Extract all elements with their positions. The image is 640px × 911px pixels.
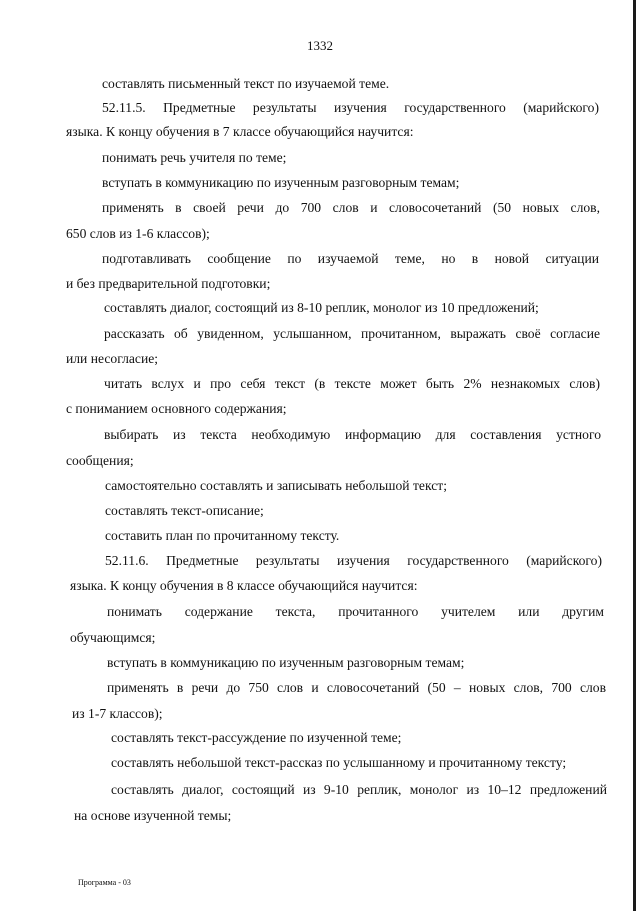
footer-label: Программа - 03	[78, 878, 131, 887]
text-line: с пониманием основного содержания;	[66, 401, 287, 416]
text-line: составлять текст-описание;	[105, 503, 264, 518]
text-line: подготавливать сообщение по изучаемой теме, но в новой ситуации	[102, 251, 599, 266]
text-line: понимать речь учителя по теме;	[102, 150, 287, 165]
text-line: на основе изученной темы;	[74, 808, 232, 823]
text-line: применять в речи до 750 слов и словосочетаний (50 – новых слов, 700 слов	[107, 680, 606, 695]
text-line: понимать содержание текста, прочитанного учителем или другим	[107, 604, 604, 619]
text-line: языка. К концу обучения в 8 классе обучающийся научится:	[70, 578, 418, 593]
text-line: вступать в коммуникацию по изученным разговорным темам;	[102, 175, 460, 190]
text-line: выбирать из текста необходимую информацию для составления устного	[104, 427, 601, 442]
text-line: составлять текст-рассуждение по изученной теме;	[111, 730, 402, 745]
text-line: составить план по прочитанному тексту.	[105, 528, 340, 543]
text-line: читать вслух и про себя текст (в тексте может быть 2% незнакомых слов)	[104, 376, 600, 391]
text-line: языка. К концу обучения в 7 классе обучающийся научится:	[66, 124, 414, 139]
text-line: из 1-7 классов);	[72, 706, 163, 721]
text-line: составлять диалог, состоящий из 9-10 реплик, монолог из 10–12 предложений	[111, 782, 607, 797]
text-line: 650 слов из 1-6 классов);	[66, 226, 210, 241]
text-line: составлять диалог, состоящий из 8-10 реплик, монолог из 10 предложений;	[104, 300, 539, 315]
text-line: 52.11.5. Предметные результаты изучения государственного (марийского)	[102, 100, 599, 115]
text-line: или несогласие;	[66, 351, 159, 366]
text-line: составлять небольшой текст-рассказ по услышанному и прочитанному тексту;	[111, 755, 567, 770]
text-line: и без предварительной подготовки;	[66, 276, 271, 291]
text-line: применять в своей речи до 700 слов и словосочетаний (50 новых слов,	[102, 200, 600, 215]
text-line: рассказать об увиденном, услышанном, прочитанном, выражать своё согласие	[104, 326, 600, 341]
text-line: составлять письменный текст по изучаемой теме.	[102, 76, 390, 91]
text-line: вступать в коммуникацию по изученным разговорным темам;	[107, 655, 465, 670]
text-line: обучающимся;	[70, 630, 156, 645]
text-line: сообщения;	[66, 453, 134, 468]
page-number: 1332	[307, 38, 333, 53]
text-line: 52.11.6. Предметные результаты изучения государственного (марийского)	[105, 553, 602, 568]
text-line: самостоятельно составлять и записывать небольшой текст;	[105, 478, 447, 493]
